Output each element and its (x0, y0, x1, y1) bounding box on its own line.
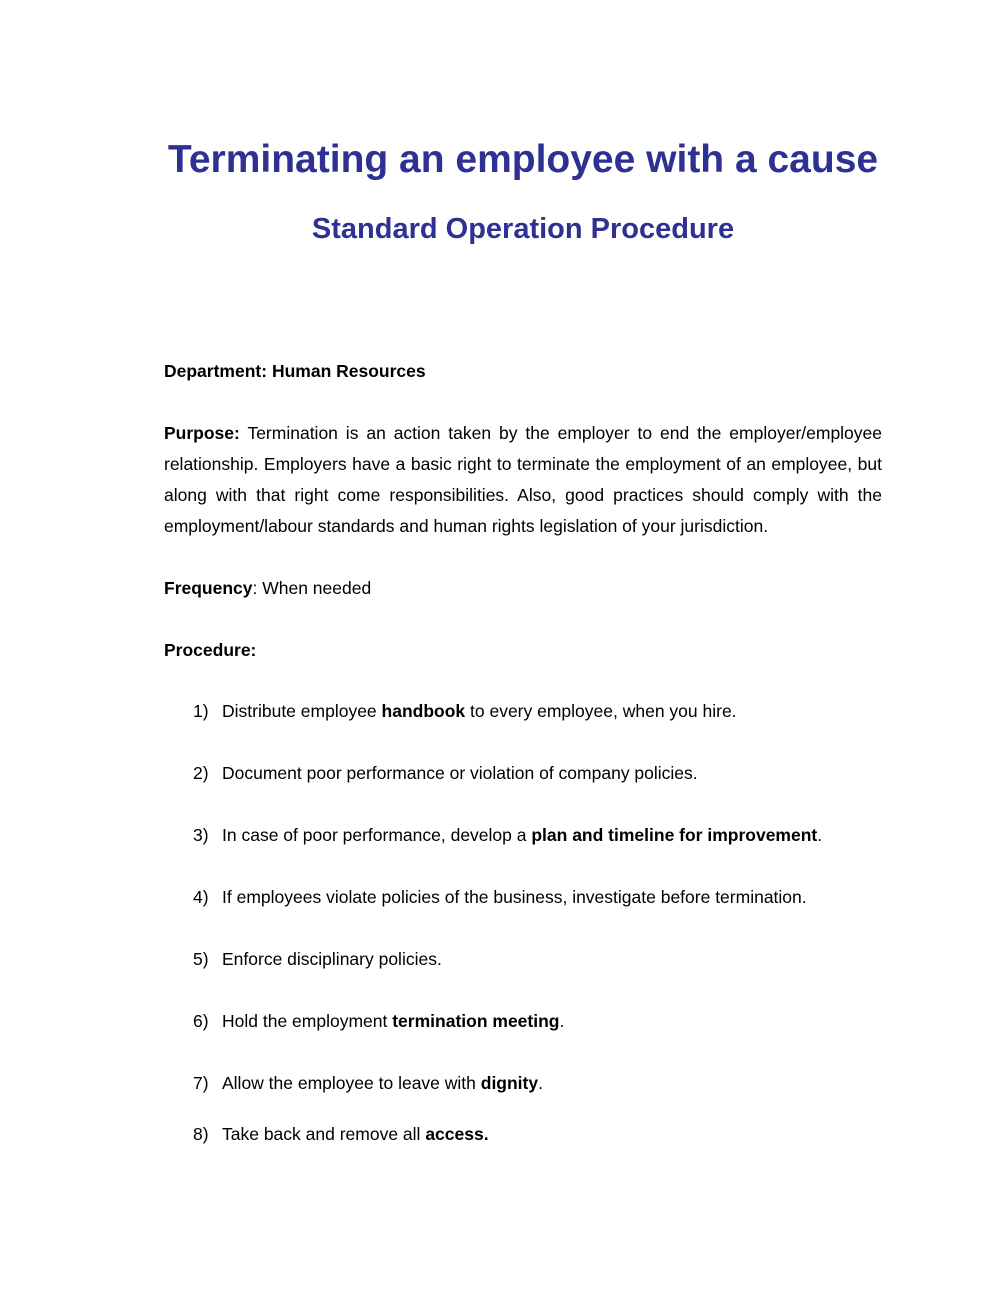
step-emphasis: handbook (381, 701, 466, 721)
procedure-step (193, 758, 698, 789)
step-number: 8) (193, 1124, 209, 1144)
purpose-text: Termination is an action taken by the employer to end the employer/employee relationship. Employers have a basic right to terminate the employment of an employee, but along with that right come responsibilities. Also, good practices should comply with the employment/labour standards and human rights legislation of your jurisdiction. (164, 423, 883, 536)
step-text: Document poor performance or violation of company policies. (222, 763, 698, 783)
department-value: Human Resources (271, 361, 426, 381)
purpose-paragraph (164, 418, 882, 542)
procedure-step (193, 1119, 489, 1150)
step-emphasis: access. (425, 1124, 489, 1144)
step-text: Take back and remove all (222, 1124, 426, 1144)
department-line (164, 356, 882, 387)
step-text-end: to every employee, when you hire. (465, 701, 737, 721)
document-title: Terminating an employee with a cause (167, 138, 879, 181)
step-text-end: . (538, 1073, 543, 1093)
frequency-text: : When needed (252, 578, 372, 598)
step-text: Hold the employment (222, 1011, 393, 1031)
procedure-step (193, 696, 737, 727)
step-text: Allow the employee to leave with (222, 1073, 481, 1093)
procedure-step (193, 1006, 564, 1037)
step-text-end: . (559, 1011, 565, 1031)
step-emphasis: termination meeting (392, 1011, 560, 1031)
procedure-step (193, 820, 822, 851)
step-number: 4) (193, 887, 209, 907)
step-text-end: . (817, 825, 823, 845)
procedure-step (193, 944, 442, 975)
frequency-line (164, 573, 882, 604)
frequency-label: Frequency (164, 578, 253, 598)
step-emphasis: plan and timeline for improvement (531, 825, 818, 845)
step-number: 3) (193, 825, 209, 845)
step-emphasis: dignity (480, 1073, 539, 1093)
step-number: 2) (193, 763, 209, 783)
step-number: 6) (193, 1011, 209, 1031)
procedure-step (193, 1068, 543, 1099)
step-text: In case of poor performance, develop a (222, 825, 532, 845)
step-number: 7) (193, 1073, 209, 1093)
step-text: If employees violate policies of the business, investigate before termination. (222, 887, 807, 907)
step-number: 1) (193, 701, 209, 721)
step-text: Distribute employee (222, 701, 382, 721)
step-number: 5) (193, 949, 209, 969)
purpose-label: Purpose: (164, 423, 240, 443)
document-subtitle: Standard Operation Procedure (311, 213, 735, 245)
procedure-label: Procedure: (164, 640, 257, 660)
procedure-heading (164, 635, 882, 666)
step-text: Enforce disciplinary policies. (222, 949, 442, 969)
department-label: Department: (164, 361, 268, 381)
procedure-step (193, 882, 807, 913)
